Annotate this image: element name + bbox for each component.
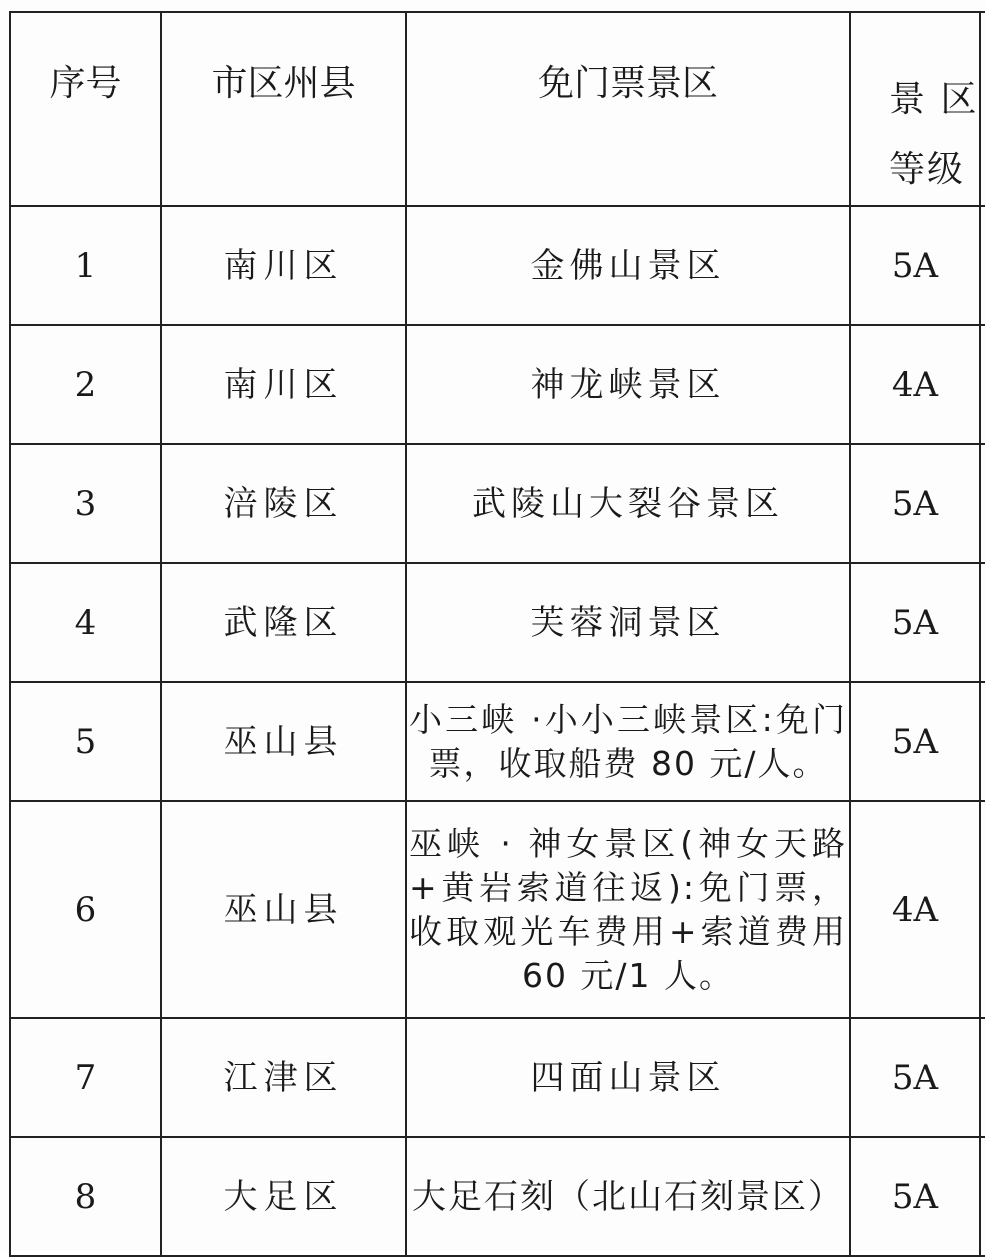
row-district: 江津区 <box>161 1018 406 1137</box>
row-scenic-area: 芙蓉洞景区 <box>406 563 850 682</box>
row-district: 涪陵区 <box>161 444 406 563</box>
row-extra-cell <box>980 801 985 1018</box>
row-level: 5A <box>850 563 980 682</box>
row-extra-cell <box>980 1018 985 1137</box>
row-district: 大足区 <box>161 1137 406 1256</box>
header-level-line1: 景 区 <box>889 79 979 120</box>
header-level <box>850 12 980 206</box>
row-level: 5A <box>850 206 980 325</box>
row-district: 南川区 <box>161 325 406 444</box>
row-level: 5A <box>850 444 980 563</box>
row-scenic-area: 神龙峡景区 <box>406 325 850 444</box>
row-district: 巫山县 <box>161 801 406 1018</box>
row-index: 6 <box>10 801 161 1018</box>
table-row <box>10 801 985 1018</box>
row-scenic-area: 武陵山大裂谷景区 <box>406 444 850 563</box>
row-extra-cell <box>980 325 985 444</box>
table-row <box>10 1137 985 1256</box>
table-row <box>10 444 985 563</box>
header-scenic-area: 免门票景区 <box>406 12 850 206</box>
row-scenic-area: 四面山景区 <box>406 1018 850 1137</box>
row-level: 5A <box>850 1137 980 1256</box>
header-district: 市区州县 <box>161 12 406 206</box>
table-row <box>10 682 985 801</box>
row-level: 4A <box>850 325 980 444</box>
header-extra-cell <box>980 12 985 206</box>
row-index: 3 <box>10 444 161 563</box>
header-index: 序号 <box>10 12 161 206</box>
row-scenic-area: 大足石刻（北山石刻景区） <box>406 1137 850 1256</box>
row-index: 4 <box>10 563 161 682</box>
row-index: 7 <box>10 1018 161 1137</box>
table-row <box>10 563 985 682</box>
row-index: 1 <box>10 206 161 325</box>
header-level-line2: 等级 <box>889 149 966 191</box>
row-level: 5A <box>850 1018 980 1137</box>
row-extra-cell <box>980 206 985 325</box>
row-index: 8 <box>10 1137 161 1256</box>
table-row <box>10 206 985 325</box>
row-extra-cell <box>980 563 985 682</box>
row-district: 巫山县 <box>161 682 406 801</box>
row-index: 5 <box>10 682 161 801</box>
row-scenic-area: 巫峡 · 神女景区(神女天路+黄岩索道往返):免门票，收取观光车费用+索道费用 60 元/1 人。 <box>406 801 850 1018</box>
scenic-areas-table <box>9 11 985 1257</box>
row-scenic-area: 小三峡 ·小小三峡景区:免门票，收取船费 80 元/人。 <box>406 682 850 801</box>
row-extra-cell <box>980 682 985 801</box>
row-district: 武隆区 <box>161 563 406 682</box>
table-header-row <box>10 12 985 206</box>
table-row <box>10 325 985 444</box>
table-row <box>10 1018 985 1137</box>
row-index: 2 <box>10 325 161 444</box>
row-extra-cell <box>980 1137 985 1256</box>
row-extra-cell <box>980 444 985 563</box>
row-level: 5A <box>850 682 980 801</box>
row-level: 4A <box>850 801 980 1018</box>
row-scenic-area: 金佛山景区 <box>406 206 850 325</box>
row-district: 南川区 <box>161 206 406 325</box>
